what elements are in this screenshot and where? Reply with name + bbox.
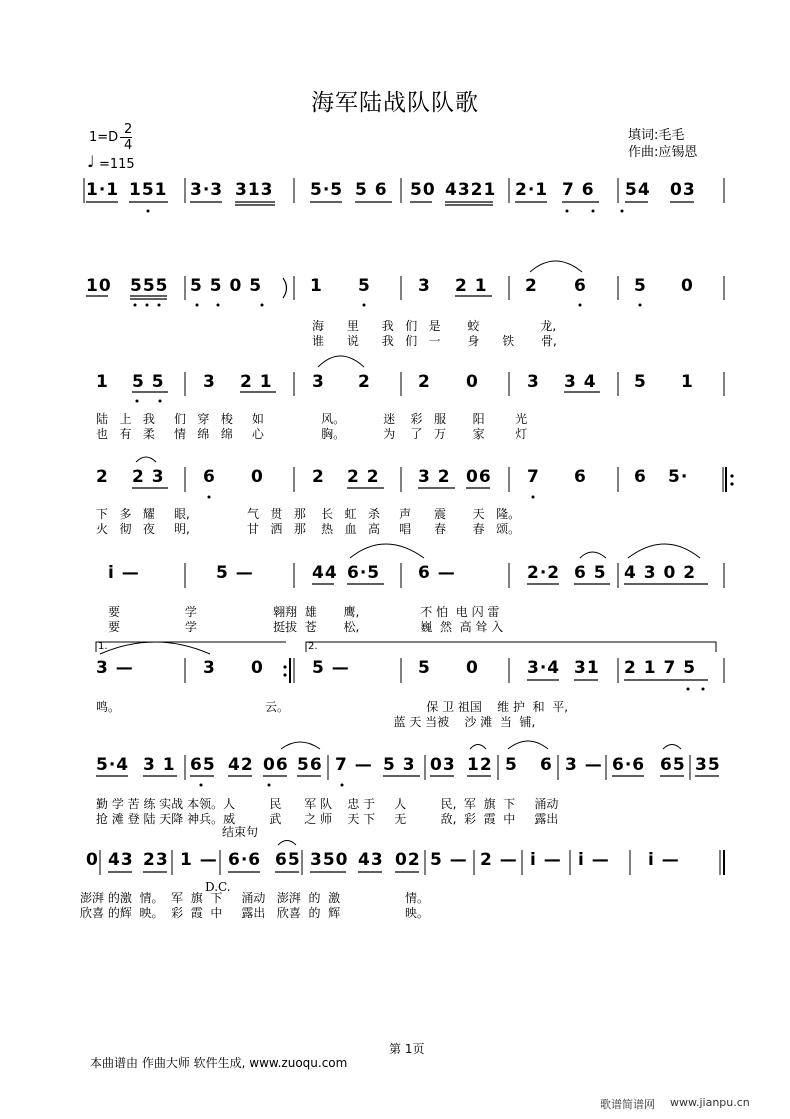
time-signature-bottom: 4 bbox=[124, 138, 133, 153]
note-group: 3·4 bbox=[527, 658, 561, 678]
note-group: 2 bbox=[525, 276, 538, 296]
note-group: 6 bbox=[574, 276, 587, 296]
note-group: 2 1 bbox=[240, 372, 273, 392]
note-group: 0 bbox=[466, 372, 479, 392]
note-group: 54 bbox=[625, 180, 651, 200]
note-group: 5· bbox=[668, 467, 689, 487]
note-group: 2 2 bbox=[347, 467, 380, 487]
note-group: i — bbox=[530, 850, 562, 870]
note-group: 5 bbox=[634, 372, 647, 392]
note-group: 7 6 bbox=[562, 180, 595, 200]
note-group: 3·3 bbox=[190, 180, 224, 200]
key-signature: 1=D bbox=[89, 130, 119, 145]
note-group: 2·2 bbox=[527, 563, 561, 583]
lyricist-credit: 填词:毛毛 bbox=[628, 128, 685, 143]
volta-2-label: 2. bbox=[308, 641, 318, 652]
note-group: 2 bbox=[358, 372, 371, 392]
tempo-marking: =115 bbox=[99, 157, 135, 172]
note-group: 1 — bbox=[180, 850, 218, 870]
note-group: 555 bbox=[130, 276, 169, 296]
note-group: 5 5 0 5 bbox=[190, 276, 263, 296]
note-group: 06 bbox=[466, 467, 492, 487]
note-group: i — bbox=[108, 563, 140, 583]
quarter-note-icon: ♩ bbox=[87, 152, 95, 171]
note-group: 6·5 bbox=[347, 563, 381, 583]
time-signature-top: 2 bbox=[124, 122, 133, 137]
note-group: 65 bbox=[190, 755, 216, 775]
lyric-line: 海 里 我 们 是 蛟 龙, bbox=[312, 319, 557, 333]
note-group: 3 2 bbox=[418, 467, 451, 487]
note-group: 7 — bbox=[335, 755, 373, 775]
note-group: 50 bbox=[410, 180, 436, 200]
note-group: 2 1 7 5 bbox=[624, 658, 697, 678]
note-group: 12 bbox=[467, 755, 493, 775]
page-number: 第 1页 bbox=[389, 1042, 425, 1056]
note-group: 0 bbox=[86, 850, 99, 870]
note-group: 3 4 bbox=[564, 372, 597, 392]
lyric-line: 陆 上 我 们 穿 梭 如 风。 迷 彩 服 阳 光 bbox=[96, 412, 528, 426]
note-group: 2·1 bbox=[515, 180, 549, 200]
note-group: 3 bbox=[312, 372, 325, 392]
note-group: 5 — bbox=[312, 658, 350, 678]
lyric-line: 勤 学 苦 练 实战 本领。人 民 军 队 忠 于 人 民, 军 旗 下 涌动 bbox=[96, 797, 559, 811]
note-group: 151 bbox=[129, 180, 168, 200]
note-group: 350 bbox=[310, 850, 349, 870]
note-group: 4321 bbox=[445, 180, 497, 200]
page-title: 海军陆战队队歌 bbox=[311, 90, 479, 116]
lyric-line: 欣喜 的辉 映。 彩 霞 中 露出 欣喜 的 辉 映。 bbox=[80, 906, 429, 920]
note-group: 313 bbox=[235, 180, 274, 200]
note-group: 7 bbox=[527, 467, 540, 487]
note-group: i — bbox=[578, 850, 610, 870]
watermark-site: 歌谱简谱网 bbox=[600, 1098, 655, 1111]
note-group: 35 bbox=[695, 755, 721, 775]
note-group: 3 bbox=[203, 658, 216, 678]
note-group: 2 bbox=[418, 372, 431, 392]
volta-1-label: 1. bbox=[98, 641, 108, 652]
lyric-line: 谁 说 我 们 一 身 铁 骨, bbox=[312, 334, 557, 348]
note-group: 03 bbox=[430, 755, 456, 775]
note-group: 42 bbox=[228, 755, 254, 775]
note-group: 02 bbox=[395, 850, 421, 870]
lyric-line: 下 多 耀 眼, 气 贯 那 长 虹 杀 声 震 天 隆。 bbox=[96, 507, 521, 521]
note-group: 2 bbox=[96, 467, 109, 487]
note-group: 5 bbox=[418, 658, 431, 678]
note-group: 1 bbox=[681, 372, 694, 392]
note-group: 6·6 bbox=[612, 755, 646, 775]
note-group: 1 bbox=[310, 276, 323, 296]
lyric-line: 鸣。 云。 保 卫 祖国 维 护 和 平, bbox=[96, 700, 569, 714]
note-group: 3 bbox=[203, 372, 216, 392]
note-group: 5 6 bbox=[355, 180, 388, 200]
note-group: 0 bbox=[466, 658, 479, 678]
note-group: 65 bbox=[275, 850, 301, 870]
watermark-url: www.jianpu.cn bbox=[670, 1096, 750, 1109]
note-group: 5 bbox=[634, 276, 647, 296]
note-group: 5 — bbox=[216, 563, 254, 583]
footer-credit: 本曲谱由 作曲大师 软件生成, www.zuoqu.com bbox=[90, 1056, 348, 1070]
lyric-line: 抢 滩 登 陆 天降 神兵。威 武 之 师 天 下 无 敌, 彩 霞 中 露出 bbox=[96, 812, 559, 826]
note-group: 0 bbox=[251, 467, 264, 487]
note-group: 6 bbox=[203, 467, 216, 487]
note-group: 5 — bbox=[430, 850, 468, 870]
note-group: 5 bbox=[358, 276, 371, 296]
note-group: 0 bbox=[251, 658, 264, 678]
note-group: 5 5 bbox=[132, 372, 165, 392]
note-group: 1·1 bbox=[86, 180, 120, 200]
note-group: 6 bbox=[540, 755, 553, 775]
note-group: 56 bbox=[297, 755, 323, 775]
note-group: 0 bbox=[681, 276, 694, 296]
end-phrase-label: 结束句 bbox=[222, 825, 259, 839]
note-group: 6 — bbox=[418, 563, 456, 583]
lyric-line: 也 有 柔 情 绵 绵 心 胸。 为 了 万 家 灯 bbox=[96, 427, 528, 441]
note-group: 4 3 0 2 bbox=[624, 563, 697, 583]
note-group: 43 bbox=[358, 850, 384, 870]
lyric-line: 要 学 翱翔 雄 鹰, 不 怕 电 闪 雷 bbox=[108, 605, 500, 619]
note-group: 3 bbox=[418, 276, 431, 296]
lyric-line: 澎湃 的激 情。 军 旗 下 涌动 澎湃 的 激 情。 bbox=[80, 891, 429, 905]
note-group: 2 3 bbox=[132, 467, 165, 487]
note-group: 06 bbox=[263, 755, 289, 775]
note-group: 44 bbox=[312, 563, 338, 583]
composer-credit: 作曲:应锡恩 bbox=[628, 145, 698, 160]
note-group: 2 1 bbox=[455, 276, 488, 296]
note-group: 65 bbox=[660, 755, 686, 775]
note-group: 43 bbox=[108, 850, 134, 870]
note-group: 6 5 bbox=[574, 563, 607, 583]
note-group: 3 bbox=[527, 372, 540, 392]
note-group: 6 bbox=[574, 467, 587, 487]
note-group: 23 bbox=[143, 850, 169, 870]
note-group: 5·5 bbox=[310, 180, 344, 200]
note-group: i — bbox=[648, 850, 680, 870]
lyric-line: 蓝 天 当被 沙 滩 当 铺, bbox=[96, 715, 536, 729]
note-group: 3 — bbox=[565, 755, 603, 775]
note-group: 10 bbox=[86, 276, 112, 296]
note-group: 5 bbox=[505, 755, 518, 775]
note-group: 31 bbox=[574, 658, 600, 678]
note-group: 3 — bbox=[96, 658, 134, 678]
lyric-line: 火 彻 夜 明, 甘 洒 那 热 血 高 唱 春 春 颂。 bbox=[96, 522, 521, 536]
lyric-line: 要 学 挺拔 苍 松, 巍 然 高 耸 入 bbox=[108, 620, 504, 634]
note-group: 03 bbox=[670, 180, 696, 200]
note-group: 1 bbox=[96, 372, 109, 392]
note-group: 2 — bbox=[480, 850, 518, 870]
note-group: 6·6 bbox=[228, 850, 262, 870]
note-group: 6 bbox=[634, 467, 647, 487]
note-group: 5 3 bbox=[383, 755, 416, 775]
note-group: 5·4 bbox=[96, 755, 130, 775]
note-group: 2 bbox=[312, 467, 325, 487]
dc-marking: D.C. bbox=[205, 880, 231, 894]
note-group: 3 1 bbox=[143, 755, 176, 775]
